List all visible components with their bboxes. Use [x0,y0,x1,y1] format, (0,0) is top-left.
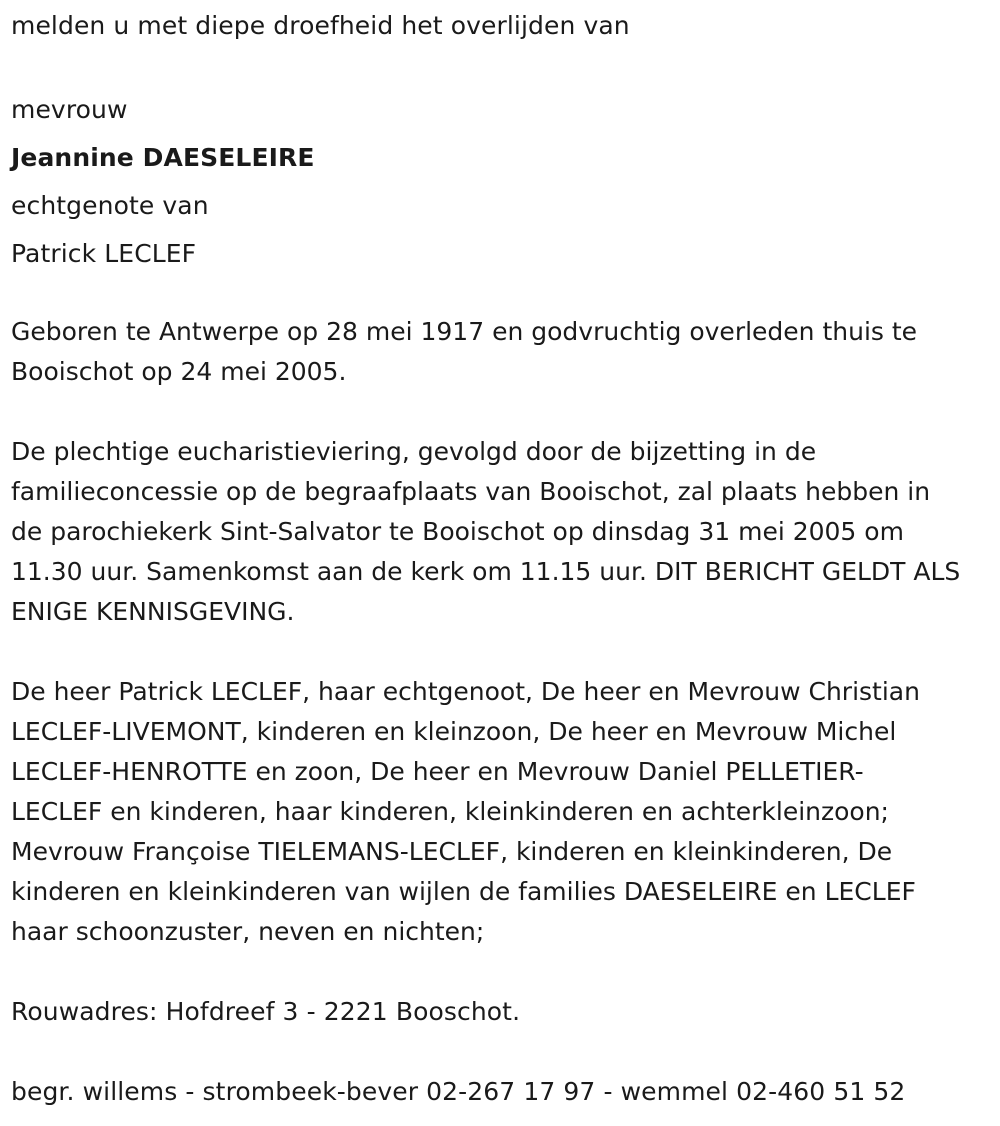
spacer [11,46,996,86]
deceased-name: Jeannine DAESELEIRE [11,143,315,172]
spacer [11,392,996,432]
spacer [11,632,996,672]
spacer [11,952,996,992]
family-paragraph: De heer Patrick LECLEF, haar echtgenoot, De heer en Mevrouw Christian LECLEF-LIVEMONT, kinderen en kleinzoon, De heer en Mevrouw Michel LECLEF-HENROTTE en zoon, De heer en Mevrouw Daniel PELLETIER- LECLEF en kinderen, haar kinderen, kleinkinderen en achterkleinzoon; Mevrouw Françoise TIELEMANS-LECLEF, kinderen en kleinkinderen, De kinderen en kleinkinderen van wijlen de families DAESELEIRE en LECLEF haar schoonzuster, neven en nichten; [11,677,920,946]
mourning-address: Rouwadres: Hofdreef 3 - 2221 Booschot. [11,997,521,1026]
funeral-home-contact: begr. willems - strombeek-bever 02-267 17 97 - wemmel 02-460 51 52 [11,1077,906,1106]
intro-text: melden u met diepe droefheid het overlijden van [11,11,630,40]
obituary-notice [11,0,996,1112]
spacer [11,1032,996,1072]
spacer [11,278,996,312]
relation-text: echtgenote van [11,191,209,220]
birth-death-paragraph: Geboren te Antwerpe op 28 mei 1917 en godvruchtig overleden thuis te Booischot op 24 mei 2005. [11,317,918,386]
salutation: mevrouw [11,95,128,124]
ceremony-paragraph: De plechtige eucharistieviering, gevolgd door de bijzetting in de familieconcessie op de begraafplaats van Booischot, zal plaats hebben in de parochiekerk Sint-Salvator te Booischot op dinsdag 31 mei 2005 om 11.30 uur. Samenkomst aan de kerk om 11.15 uur. DIT BERICHT GELDT ALS ENIGE KENNISGEVING. [11,437,961,626]
spouse-name: Patrick LECLEF [11,239,197,268]
